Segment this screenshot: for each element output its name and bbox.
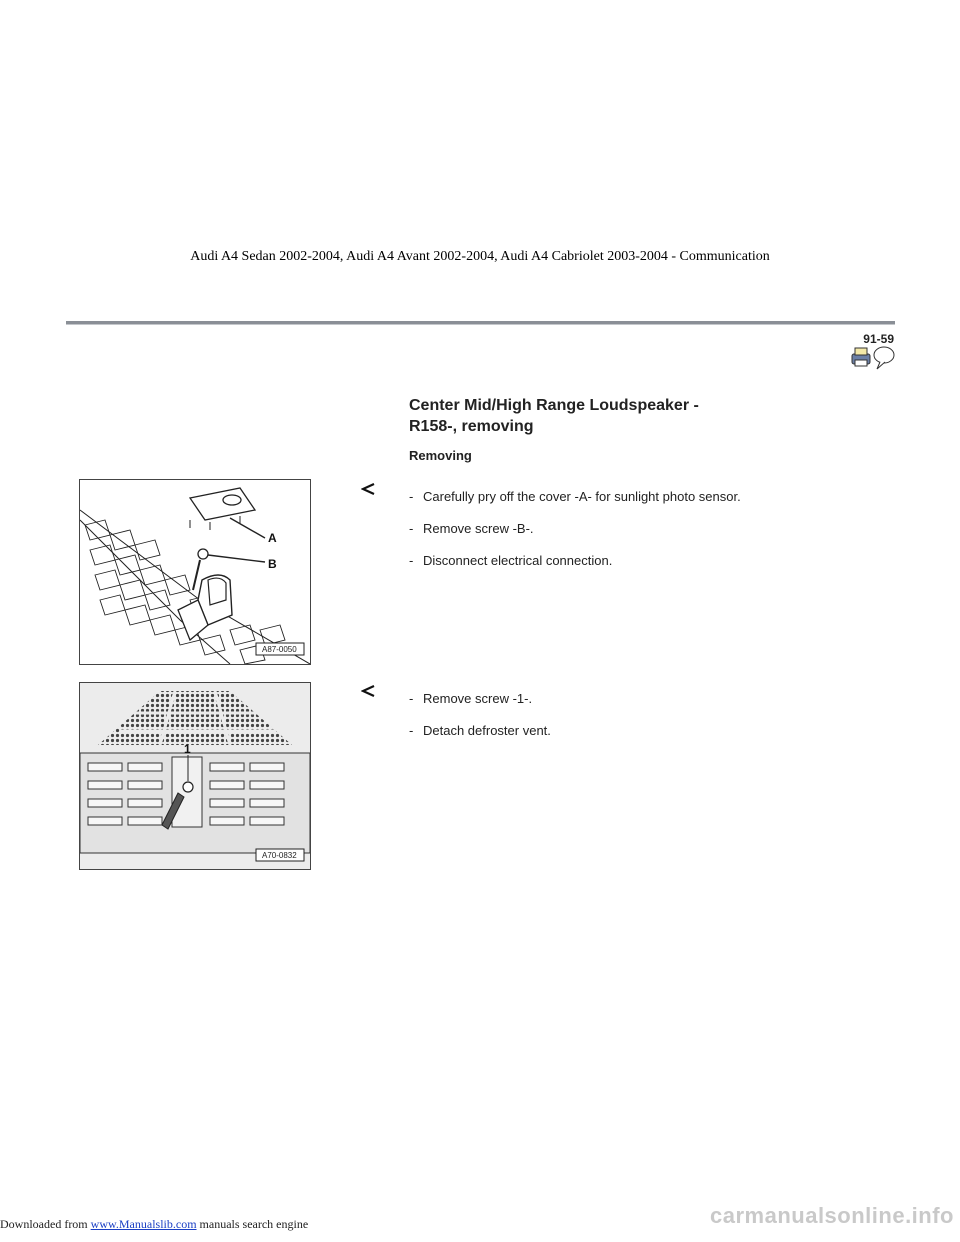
document-header: Audi A4 Sedan 2002-2004, Audi A4 Avant 2002-2004, Audi A4 Cabriolet 2003-2004 - Communication	[190, 249, 770, 264]
section-subheading: Removing	[409, 448, 472, 463]
callout-label-1: 1	[184, 742, 191, 756]
figure-sensor-cover	[79, 479, 311, 665]
steps-list-1	[409, 489, 741, 585]
download-footer: Downloaded from www.Manualslib.com manuals search engine	[0, 1217, 309, 1231]
illustration-defroster-vent	[80, 683, 310, 869]
watermark: carmanualsonline.info	[710, 1203, 954, 1228]
section-title: Center Mid/High Range Loudspeaker - R158-, removing	[409, 397, 699, 435]
figure-defroster-vent	[79, 682, 311, 870]
header-divider	[66, 321, 895, 325]
step-item: - Detach defroster vent.	[409, 723, 551, 738]
page-number: 91-59	[863, 332, 894, 346]
callout-label-b: B	[268, 557, 277, 571]
step-item: - Disconnect electrical connection.	[409, 553, 613, 568]
nav-icons[interactable]	[850, 344, 896, 370]
arrow-left-icon	[361, 685, 375, 697]
print-icon[interactable]	[852, 348, 870, 366]
callout-label-a: A	[268, 531, 277, 545]
step-item: - Remove screw -B-.	[409, 521, 534, 536]
arrow-left-icon	[361, 483, 375, 495]
steps-list-2	[409, 691, 551, 755]
comment-bubble-icon[interactable]	[874, 347, 894, 369]
figure-code: A87-0050	[262, 645, 297, 654]
illustration-sensor-cover	[80, 480, 310, 664]
step-item: - Remove screw -1-.	[409, 691, 533, 706]
step-item: - Carefully pry off the cover -A- for sunlight photo sensor.	[409, 489, 741, 504]
figure-code: A70-0832	[262, 851, 297, 860]
manualslib-link[interactable]: www.Manualslib.com	[90, 1217, 197, 1231]
